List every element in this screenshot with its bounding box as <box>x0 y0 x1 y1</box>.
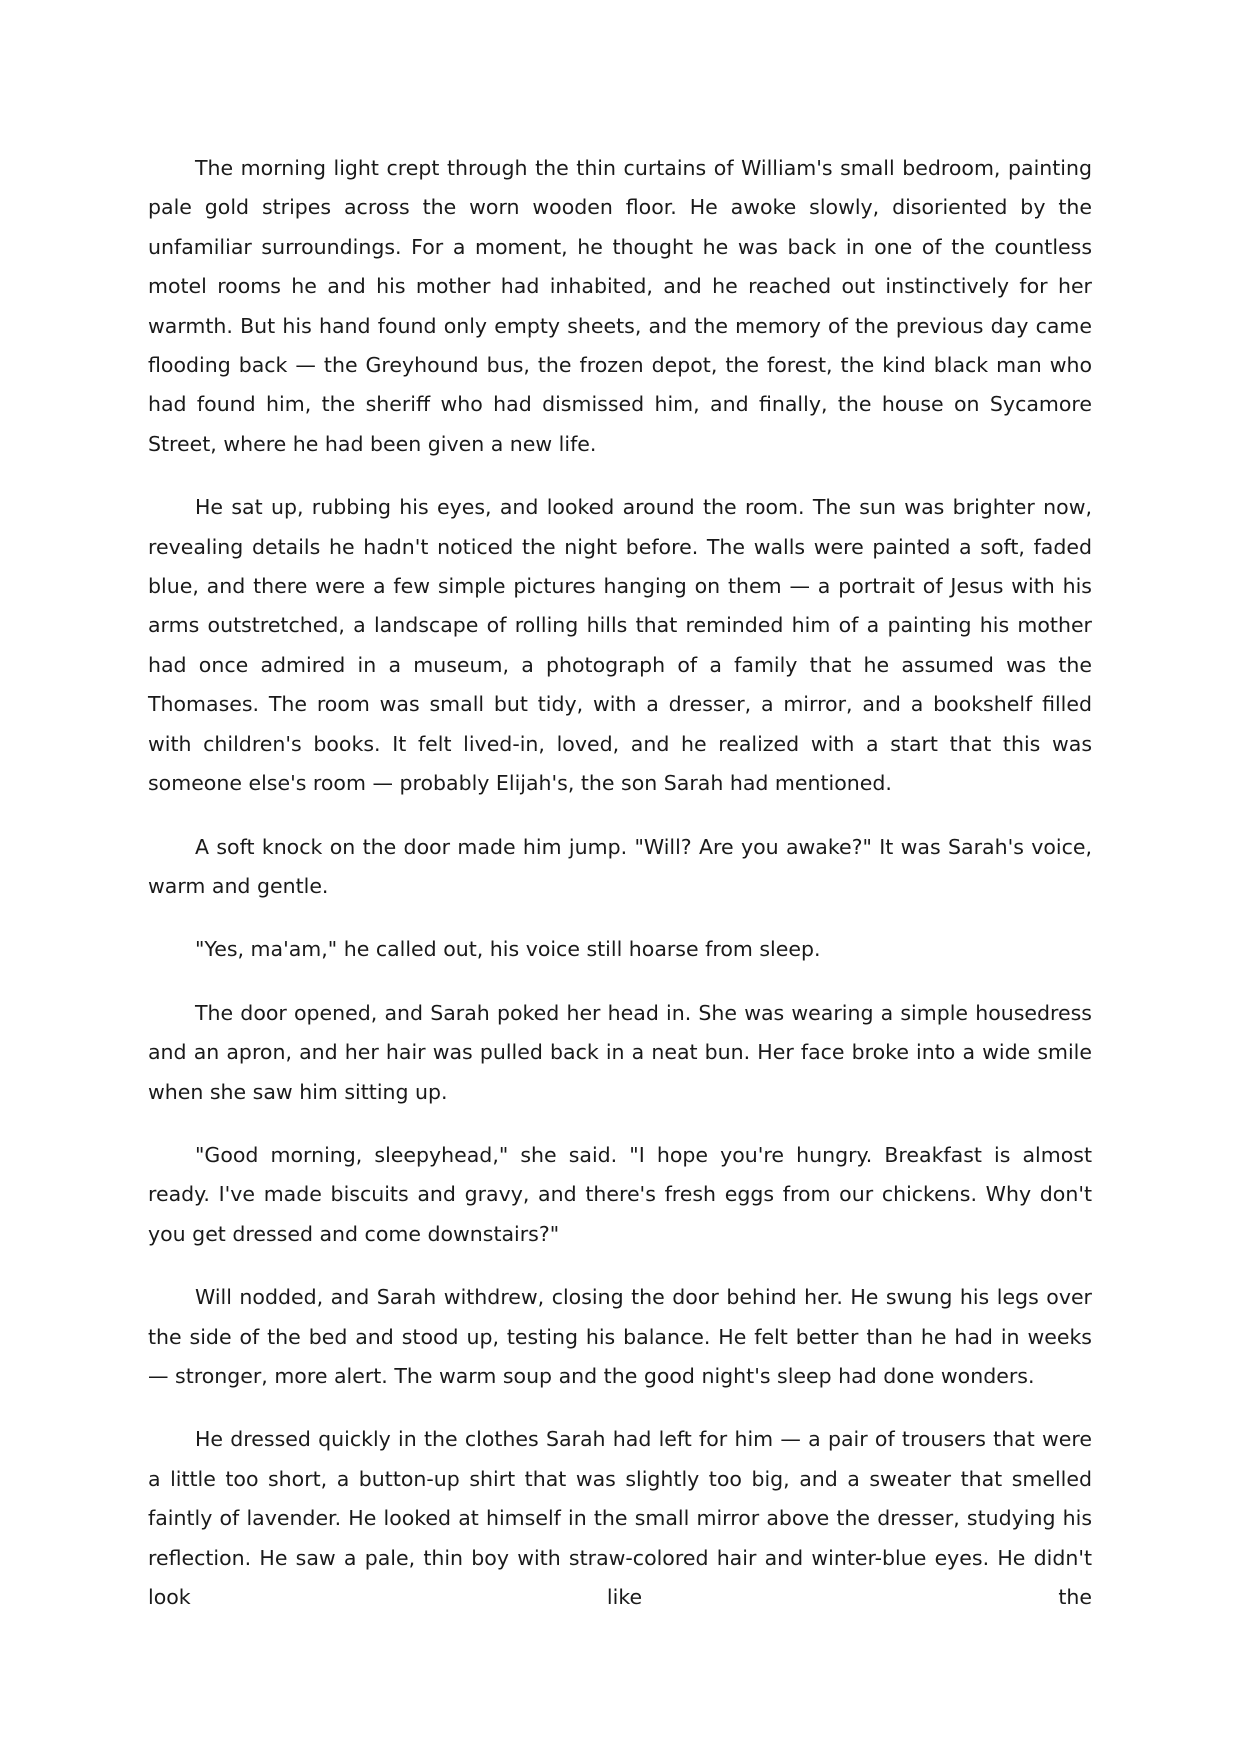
document-page <box>148 149 1092 1641</box>
paragraph-4: "Yes, ma'am," he called out, his voice still hoarse from sleep. <box>195 937 821 962</box>
paragraph-7: Will nodded, and Sarah withdrew, closing the door behind her. He swung his legs over the side of the bed and stood up, testing his balance. He felt better than he had in weeks — stronger, more alert. The warm soup and the good night's sleep had done wonders. <box>148 1285 1092 1388</box>
paragraph-8: He dressed quickly in the clothes Sarah had left for him — a pair of trousers that were a little too short, a button-up shirt that was slightly too big, and a sweater that smelled faintly of lavender. He looked at himself in the small mirror above the dresser, studying his reflection. He saw a pale, thin boy with straw-colored hair and winter-blue eyes. He didn't look like the <box>148 1427 1092 1609</box>
paragraph-5: The door opened, and Sarah poked her head in. She was wearing a simple housedress and an apron, and her hair was pulled back in a neat bun. Her face broke into a wide smile when she saw him sitting up. <box>148 1000 1092 1104</box>
paragraph-6: "Good morning, sleepyhead," she said. "I hope you're hungry. Breakfast is almost ready. I've made biscuits and gravy, and there's fresh eggs from our chickens. Why don't you get dressed and come downstairs?" <box>148 1142 1092 1246</box>
paragraph-1: The morning light crept through the thin curtains of William's small bedroom, painting pale gold stripes across the worn wooden floor. He awoke slowly, disoriented by the unfamiliar surroundings. For a moment, he thought he was back in one of the countless motel rooms he and his mother had inhabited, and he reached out instinctively for her warmth. But his hand found only empty sheets, and the memory of the previous day came flooding back — the Greyhound bus, the frozen depot, the forest, the kind black man who had found him, the sheriff who had dismissed him, and finally, the house on Sycamore Street, where he had been given a new life. <box>148 156 1092 456</box>
paragraph-3: A soft knock on the door made him jump. "Will? Are you awake?" It was Sarah's voice, warm and gentle. <box>148 834 1092 898</box>
paragraph-2: He sat up, rubbing his eyes, and looked around the room. The sun was brighter now, revealing details he hadn't noticed the night before. The walls were painted a soft, faded blue, and there were a few simple pictures hanging on them — a portrait of Jesus with his arms outstretched, a landscape of rolling hills that reminded him of a painting his mother had once admired in a museum, a photograph of a family that he assumed was the Thomases. The room was small but tidy, with a dresser, a mirror, and a bookshelf filled with children's books. It felt lived-in, loved, and he realized with a start that this was someone else's room — probably Elijah's, the son Sarah had mentioned. <box>148 495 1092 796</box>
